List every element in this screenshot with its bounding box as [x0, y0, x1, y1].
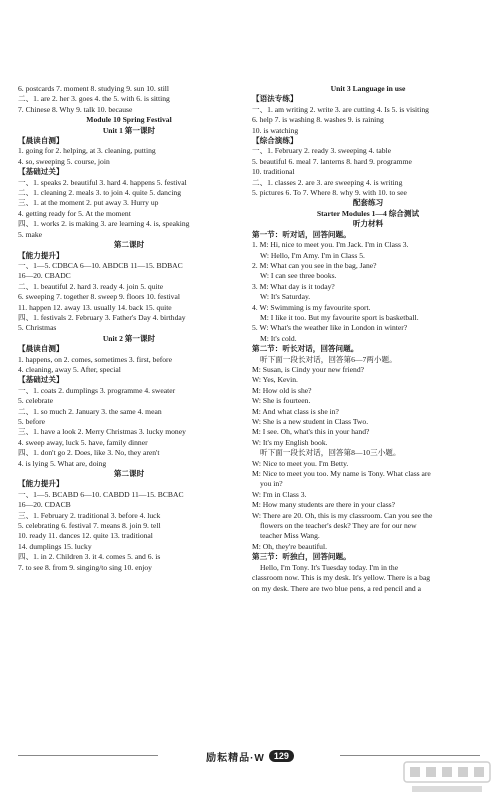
answer-line: 7. Chinese 8. Why 9. talk 10. because: [18, 104, 133, 114]
answer-line: 16—20. CDACB: [18, 500, 71, 510]
answer-line: 四、1. festivals 2. February 3. Father's Day 4. birthday: [18, 312, 186, 322]
section-heading: 第二课时: [113, 240, 145, 250]
footer-rule-left: [18, 755, 158, 756]
answer-line: 10. ready 11. dances 12. quite 13. traditional: [18, 531, 153, 541]
answer-line: 二、1. so much 2. January 3. the same 4. mean: [18, 406, 162, 416]
answer-line: 5. before: [18, 417, 45, 426]
answer-line: 一、1—5. BCABD 6—10. CABDD 11—15. BCBAC: [18, 489, 184, 499]
answer-line: 三、1. have a look 2. Merry Christmas 3. lucky money: [18, 427, 186, 437]
section-label: 【晨读自测】: [18, 344, 64, 354]
answer-line: 二、1. classes 2. are 3. are sweeping 4. is writing: [252, 177, 403, 187]
section-label: 第三节：听独白，回答问题。: [252, 552, 351, 562]
answer-line: 1. happens, on 2. comes, sometimes 3. first, before: [18, 354, 172, 364]
answer-line: 5. celebrating 6. festival 7. means 8. join 9. tell: [18, 521, 161, 531]
answer-line: 5. celebrate: [18, 396, 53, 406]
answer-line: M: Oh, they're beautiful.: [252, 541, 327, 551]
section-heading: Unit 3 Language in use: [330, 84, 406, 93]
answer-line: 四、1. in 2. Children 3. it 4. comes 5. and 6. is: [18, 552, 161, 562]
answer-line: 5. Christmas: [18, 323, 57, 333]
answer-line: 16—20. CBADC: [18, 271, 71, 281]
footer-label: 励耘精品·W: [206, 752, 265, 764]
answer-line: 一、1. am writing 2. write 3. are cutting 4. Is 5. is visiting: [252, 104, 429, 114]
answer-line: 三、1. February 2. traditional 3. before 4. luck: [18, 510, 161, 520]
answer-line: 6. sweeping 7. together 8. sweep 9. floors 10. festival: [18, 292, 180, 302]
answer-line: M: I see. Oh, what's this in your hand?: [252, 427, 370, 437]
answer-line: 四、1. don't go 2. Does, like 3. No, they aren't: [18, 448, 160, 458]
answer-line: M: It's cold.: [260, 333, 297, 343]
section-label: 【能力提升】: [18, 250, 64, 260]
answer-line: 7. to see 8. from 9. singing/to sing 10. enjoy: [18, 562, 152, 572]
section-heading: Module 10 Spring Festival: [86, 115, 172, 125]
section-label: 【晨读自测】: [18, 136, 64, 146]
answer-line: 二、1. cleaning 2. meals 3. to join 4. quite 5. dancing: [18, 188, 182, 198]
answer-line: 6. help 7. is washing 8. washes 9. is raining: [252, 115, 384, 125]
section-heading: Starter Modules 1—4 综合测试: [316, 208, 420, 218]
answer-line: flowers on the teacher's desk? They are for our new: [260, 521, 417, 531]
section-label: 第二节：听长对话，回答问题。: [252, 344, 359, 354]
answer-line: M: How many students are there in your class?: [252, 500, 395, 510]
answer-line: 四、1. works 2. is making 3. are learning 4. is, speaking: [18, 219, 190, 229]
answer-line: you in?: [260, 479, 283, 489]
answer-line: 4. W: Swimming is my favourite sport.: [252, 302, 371, 312]
answer-line: 5. make: [18, 229, 43, 239]
section-heading: Unit 1 第一课时: [102, 125, 156, 135]
left-column: [18, 84, 240, 573]
answer-line: 2. M: What can you see in the bag, Jane?: [252, 260, 377, 270]
answer-line: 4. cleaning, away 5. After, special: [18, 364, 121, 374]
answer-line: W: I'm in Class 3.: [252, 489, 307, 499]
answer-line: 6. postcards 7. moment 8. studying 9. sun 10. still: [18, 84, 170, 93]
answer-line: W: It's my English book.: [252, 437, 328, 447]
answer-line: 听下面一段长对话，回答第6—7两小题。: [260, 354, 397, 364]
section-label: 【基础过关】: [18, 167, 64, 177]
section-heading: Unit 2 第一课时: [102, 333, 156, 343]
section-label: 【基础过关】: [18, 375, 64, 385]
answer-line: 5. pictures 6. To 7. Where 8. why 9. with 10. to see: [252, 188, 407, 198]
answer-line: M: I like it too. But my favourite sport is basketball.: [260, 312, 419, 322]
answer-line: 5. W: What's the weather like in London in winter?: [252, 323, 408, 333]
footer-rule-right: [340, 755, 480, 756]
answer-line: 4. getting ready for 5. At the moment: [18, 208, 131, 218]
answer-line: W: She is fourteen.: [252, 396, 311, 406]
answer-line: 1. M: Hi, nice to meet you. I'm Jack. I'm in Class 3.: [252, 240, 409, 250]
page-footer: [150, 748, 350, 764]
answer-line: 14. dumplings 15. lucky: [18, 541, 92, 551]
answer-line: W: Nice to meet you. I'm Betty.: [252, 458, 349, 468]
section-heading: 听力材料: [352, 219, 384, 229]
answer-line: W: I can see three books.: [260, 271, 337, 281]
answer-line: 一、1. February 2. ready 3. sweeping 4. table: [252, 146, 391, 156]
answer-line: Hello, I'm Tony. It's Tuesday today. I'm in the: [260, 562, 399, 572]
answer-line: W: Hello, I'm Amy. I'm in Class 5.: [260, 250, 365, 260]
section-label: 【能力提升】: [18, 479, 64, 489]
right-column: [252, 84, 484, 594]
answer-line: W: She is a new student in Class Two.: [252, 417, 369, 426]
answer-line: 1. going for 2. helping, at 3. cleaning, putting: [18, 146, 156, 156]
answer-line: 3. M: What day is it today?: [252, 281, 335, 291]
answer-line: M: How old is she?: [252, 385, 312, 395]
answer-line: W: Yes, Kevin.: [252, 375, 298, 385]
answer-line: on my desk. There are two blue pens, a red pencil and a: [252, 583, 421, 593]
answer-line: classroom now. This is my desk. It's yellow. There is a bag: [252, 573, 431, 583]
answer-line: M: Nice to meet you too. My name is Tony. What class are: [252, 469, 431, 479]
answer-line: teacher Miss Wang.: [260, 531, 320, 541]
answer-line: 二、1. are 2. her 3. goes 4. the 5. with 6. is sitting: [18, 94, 170, 104]
watermark-logo: [402, 758, 492, 796]
section-label: 【语法专练】: [252, 94, 298, 104]
answer-line: 一、1—5. CDBCA 6—10. ABDCB 11—15. BDBAC: [18, 260, 183, 270]
answer-line: 一、1. coats 2. dumplings 3. programme 4. sweater: [18, 385, 176, 395]
answer-line: 一、1. speaks 2. beautiful 3. hard 4. happens 5. festival: [18, 177, 187, 187]
answer-line: 11. happen 12. away 13. usually 14. back 15. quite: [18, 302, 172, 312]
answer-line: M: Susan, is Cindy your new friend?: [252, 364, 364, 374]
answer-line: 4. sweep away, luck 5. have, family dinner: [18, 437, 148, 447]
answer-line: 二、1. beautiful 2. hard 3. ready 4. join 5. quite: [18, 281, 164, 291]
answer-line: 听下面一段长对话，回答第8—10三小题。: [260, 448, 401, 458]
answer-line: W: There are 20. Oh, this is my classroom. Can you see the: [252, 510, 433, 520]
section-heading: 第二课时: [113, 469, 145, 479]
answer-line: 4. is lying 5. What are, doing: [18, 458, 107, 468]
answer-line: 10. traditional: [252, 167, 295, 177]
answer-line: 4. so, sweeping 5. course, join: [18, 156, 110, 166]
answer-line: 10. is watching: [252, 125, 299, 135]
answer-line: W: It's Saturday.: [260, 292, 311, 302]
answer-line: M: And what class is she in?: [252, 406, 339, 416]
section-label: 第一节：听对话，回答问题。: [252, 229, 351, 239]
page-number: 129: [269, 750, 294, 762]
answer-line: 5. beautiful 6. meal 7. lanterns 8. hard 9. programme: [252, 156, 412, 166]
section-heading: 配套练习: [352, 198, 384, 208]
section-label: 【综合演练】: [252, 136, 298, 146]
answer-line: 三、1. at the moment 2. put away 3. Hurry up: [18, 198, 159, 208]
